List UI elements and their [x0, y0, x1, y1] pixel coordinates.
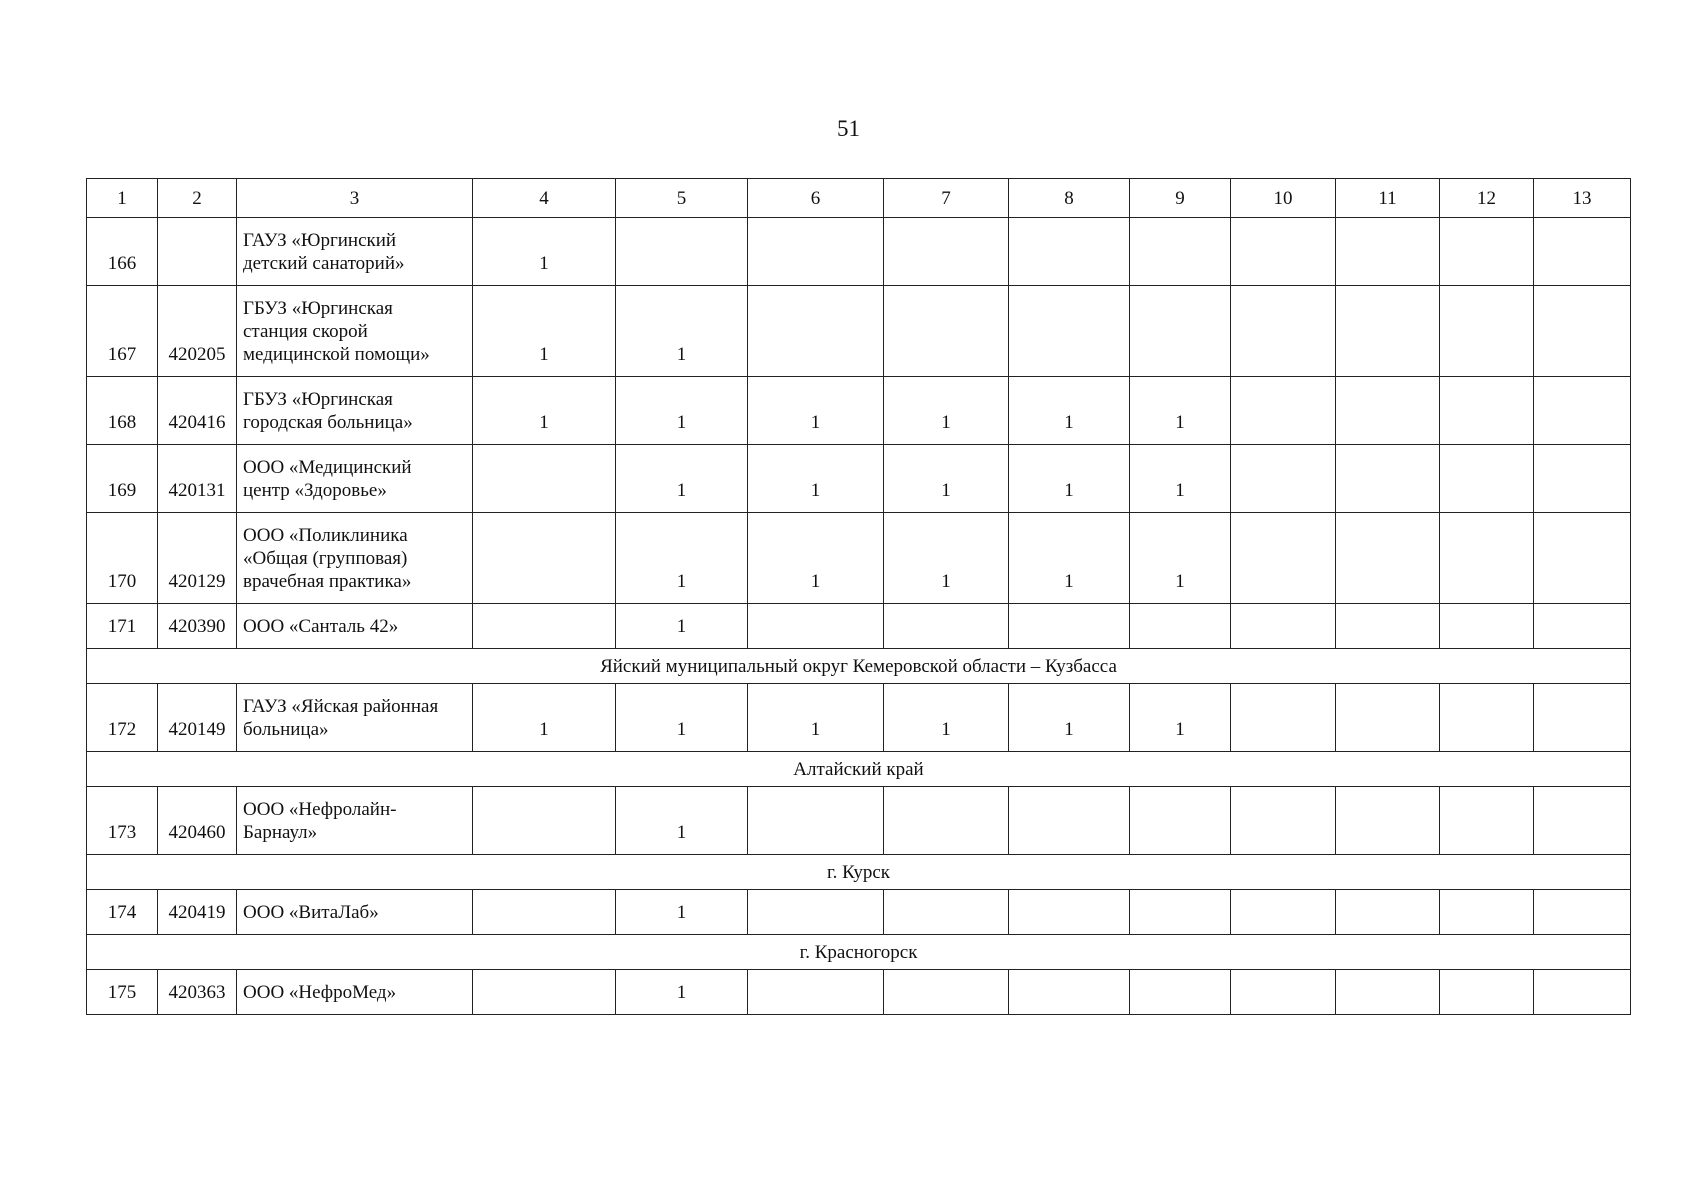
value-cell: [884, 604, 1009, 649]
value-cell: 1: [616, 684, 748, 752]
value-cell: [1009, 604, 1130, 649]
org-code: 420131: [158, 445, 237, 513]
org-name: ГБУЗ «Юргинская станция скорой медицинской помощи»: [237, 286, 473, 377]
value-cell: [473, 890, 616, 935]
value-cell: 1: [884, 684, 1009, 752]
row-number: 167: [87, 286, 158, 377]
value-cell: [473, 787, 616, 855]
header-cell: 13: [1534, 179, 1631, 218]
header-cell: 6: [748, 179, 884, 218]
header-cell: 8: [1009, 179, 1130, 218]
data-table: [86, 178, 1631, 1015]
org-name: ООО «ВитаЛаб»: [237, 890, 473, 935]
value-cell: [1336, 890, 1440, 935]
header-cell: 3: [237, 179, 473, 218]
value-cell: [1336, 218, 1440, 286]
value-cell: 1: [473, 684, 616, 752]
row-number: 171: [87, 604, 158, 649]
section-title: г. Красногорск: [87, 935, 1631, 970]
value-cell: [1440, 286, 1534, 377]
value-cell: 1: [748, 445, 884, 513]
value-cell: [748, 890, 884, 935]
value-cell: [1231, 970, 1336, 1015]
value-cell: [1009, 970, 1130, 1015]
org-name: ГАУЗ «Яйская районная больница»: [237, 684, 473, 752]
value-cell: 1: [1130, 513, 1231, 604]
section-row: [87, 752, 1631, 787]
value-cell: 1: [1009, 445, 1130, 513]
table-row: [87, 286, 1631, 377]
value-cell: [1440, 787, 1534, 855]
value-cell: [1534, 604, 1631, 649]
value-cell: [1440, 513, 1534, 604]
value-cell: [884, 787, 1009, 855]
value-cell: [1534, 970, 1631, 1015]
value-cell: [1440, 377, 1534, 445]
value-cell: 1: [473, 377, 616, 445]
table-row: [87, 218, 1631, 286]
value-cell: [1336, 445, 1440, 513]
value-cell: [1130, 286, 1231, 377]
value-cell: [1130, 218, 1231, 286]
value-cell: [1534, 445, 1631, 513]
value-cell: [473, 604, 616, 649]
value-cell: [884, 890, 1009, 935]
value-cell: [1130, 970, 1231, 1015]
table-row: [87, 377, 1631, 445]
value-cell: 1: [884, 377, 1009, 445]
table-row: [87, 445, 1631, 513]
section-row: [87, 855, 1631, 890]
value-cell: 1: [473, 218, 616, 286]
value-cell: [1231, 513, 1336, 604]
value-cell: 1: [748, 684, 884, 752]
org-name: ООО «Санталь 42»: [237, 604, 473, 649]
value-cell: [1440, 218, 1534, 286]
value-cell: 1: [884, 445, 1009, 513]
org-code: 420390: [158, 604, 237, 649]
value-cell: [1534, 684, 1631, 752]
table-row: [87, 513, 1631, 604]
value-cell: [473, 513, 616, 604]
value-cell: [1336, 970, 1440, 1015]
value-cell: [1130, 890, 1231, 935]
value-cell: [1440, 445, 1534, 513]
row-number: 174: [87, 890, 158, 935]
header-cell: 11: [1336, 179, 1440, 218]
org-name: ООО «Нефролайн- Барнаул»: [237, 787, 473, 855]
value-cell: [473, 445, 616, 513]
value-cell: 1: [473, 286, 616, 377]
value-cell: [748, 787, 884, 855]
header-cell: 5: [616, 179, 748, 218]
row-number: 168: [87, 377, 158, 445]
section-title: Алтайский край: [87, 752, 1631, 787]
value-cell: [1009, 286, 1130, 377]
value-cell: [1336, 286, 1440, 377]
header-cell: 9: [1130, 179, 1231, 218]
value-cell: [1231, 286, 1336, 377]
value-cell: 1: [616, 377, 748, 445]
table-row: [87, 970, 1631, 1015]
value-cell: 1: [884, 513, 1009, 604]
org-code: 420129: [158, 513, 237, 604]
value-cell: [473, 970, 616, 1015]
org-name: ГАУЗ «Юргинский детский санаторий»: [237, 218, 473, 286]
org-name: ГБУЗ «Юргинская городская больница»: [237, 377, 473, 445]
value-cell: [1534, 890, 1631, 935]
table-row: [87, 890, 1631, 935]
value-cell: [1440, 890, 1534, 935]
value-cell: 1: [616, 890, 748, 935]
value-cell: [1336, 377, 1440, 445]
section-title: Яйский муниципальный округ Кемеровской области – Кузбасса: [87, 649, 1631, 684]
value-cell: 1: [1130, 445, 1231, 513]
org-code: 420205: [158, 286, 237, 377]
value-cell: [616, 218, 748, 286]
value-cell: [1231, 787, 1336, 855]
value-cell: [748, 286, 884, 377]
value-cell: [1336, 604, 1440, 649]
value-cell: [1534, 286, 1631, 377]
value-cell: [748, 604, 884, 649]
value-cell: [1009, 218, 1130, 286]
org-name: ООО «НефроМед»: [237, 970, 473, 1015]
value-cell: [1534, 218, 1631, 286]
page-number: 51: [837, 116, 860, 141]
value-cell: [1336, 513, 1440, 604]
org-code: 420419: [158, 890, 237, 935]
row-number: 175: [87, 970, 158, 1015]
value-cell: [1231, 445, 1336, 513]
value-cell: [1009, 787, 1130, 855]
header-cell: 2: [158, 179, 237, 218]
row-number: 172: [87, 684, 158, 752]
value-cell: [1231, 377, 1336, 445]
value-cell: [1231, 890, 1336, 935]
value-cell: 1: [1009, 377, 1130, 445]
value-cell: 1: [1130, 377, 1231, 445]
org-code: 420416: [158, 377, 237, 445]
value-cell: [1534, 513, 1631, 604]
value-cell: [884, 218, 1009, 286]
section-title: г. Курск: [87, 855, 1631, 890]
table-body: [87, 179, 1631, 1015]
value-cell: [1231, 604, 1336, 649]
value-cell: 1: [616, 604, 748, 649]
value-cell: [1534, 787, 1631, 855]
header-cell: 7: [884, 179, 1009, 218]
org-code: [158, 218, 237, 286]
row-number: 166: [87, 218, 158, 286]
org-name: ООО «Медицинский центр «Здоровье»: [237, 445, 473, 513]
value-cell: [1440, 604, 1534, 649]
org-code: 420149: [158, 684, 237, 752]
org-code: 420460: [158, 787, 237, 855]
value-cell: 1: [748, 513, 884, 604]
value-cell: [1231, 218, 1336, 286]
table-row: [87, 787, 1631, 855]
value-cell: 1: [748, 377, 884, 445]
section-row: [87, 935, 1631, 970]
value-cell: 1: [616, 513, 748, 604]
value-cell: [1534, 377, 1631, 445]
value-cell: [748, 970, 884, 1015]
value-cell: 1: [616, 286, 748, 377]
value-cell: [1231, 684, 1336, 752]
row-number: 169: [87, 445, 158, 513]
header-cell: 10: [1231, 179, 1336, 218]
value-cell: [1336, 684, 1440, 752]
table-row: [87, 684, 1631, 752]
value-cell: 1: [616, 787, 748, 855]
header-row: [87, 179, 1631, 218]
value-cell: 1: [616, 970, 748, 1015]
value-cell: [1440, 684, 1534, 752]
value-cell: [1336, 787, 1440, 855]
org-code: 420363: [158, 970, 237, 1015]
section-row: [87, 649, 1631, 684]
row-number: 173: [87, 787, 158, 855]
value-cell: [1009, 890, 1130, 935]
row-number: 170: [87, 513, 158, 604]
value-cell: [1130, 604, 1231, 649]
value-cell: [1440, 970, 1534, 1015]
value-cell: 1: [1009, 513, 1130, 604]
value-cell: 1: [1130, 684, 1231, 752]
header-cell: 12: [1440, 179, 1534, 218]
value-cell: [748, 218, 884, 286]
value-cell: [884, 970, 1009, 1015]
value-cell: [884, 286, 1009, 377]
table-row: [87, 604, 1631, 649]
value-cell: 1: [1009, 684, 1130, 752]
org-name: ООО «Поликлиника «Общая (групповая) врачебная практика»: [237, 513, 473, 604]
header-cell: 4: [473, 179, 616, 218]
header-cell: 1: [87, 179, 158, 218]
value-cell: 1: [616, 445, 748, 513]
value-cell: [1130, 787, 1231, 855]
